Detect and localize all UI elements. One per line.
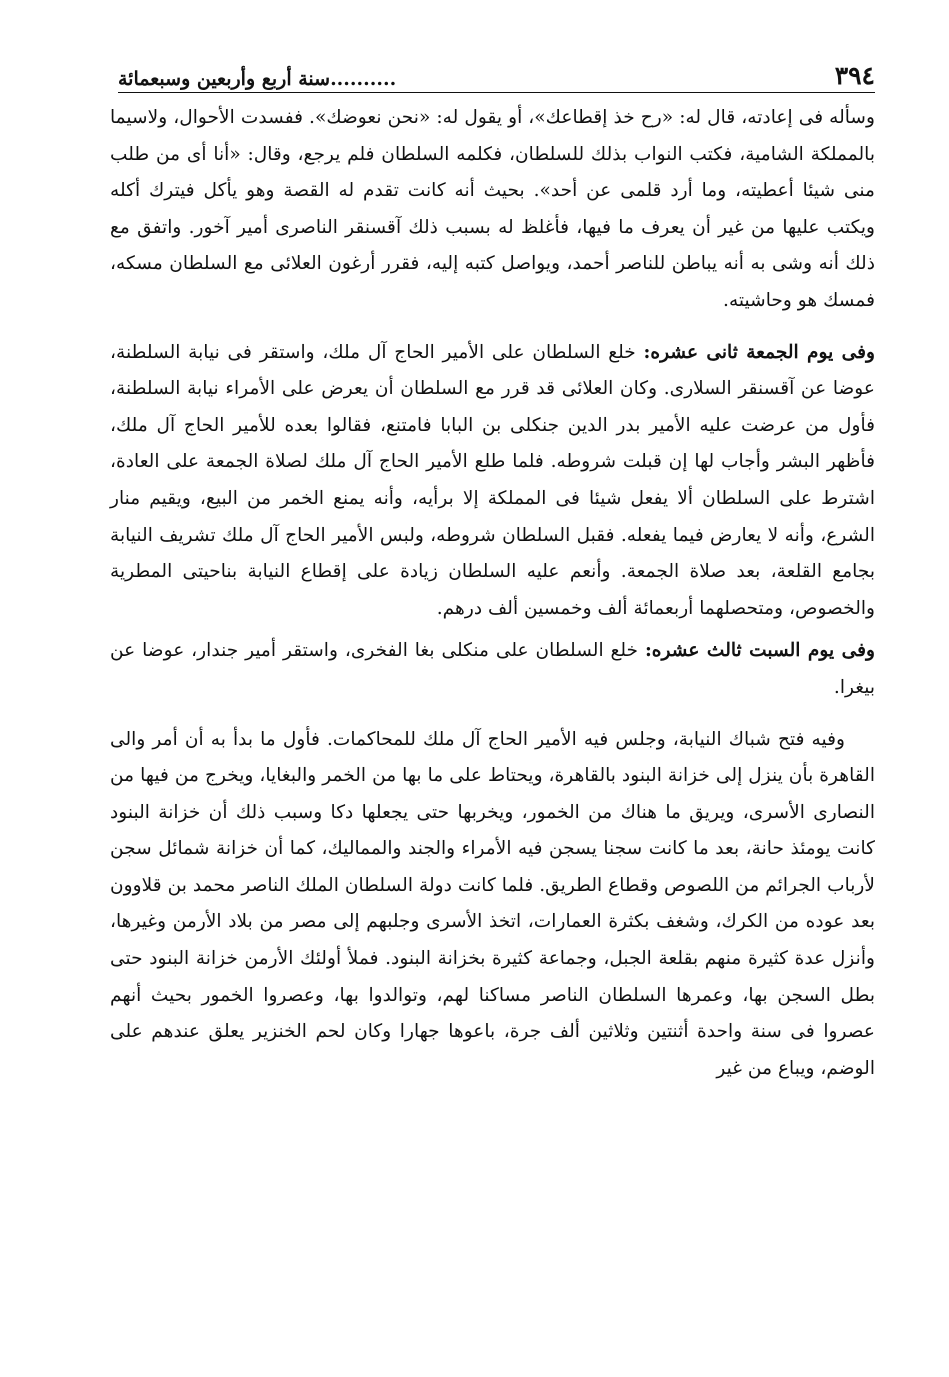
paragraph-text: وفيه فتح شباك النيابة، وجلس فيه الأمير الحاج آل ملك للمحاكمات. فأول ما بدأ به أن أمر والى القاهرة بأن ينزل إلى خزانة البنود بالقاهرة، ويحتاط على ما بها من الخمر والبغايا، ويخرج من فيها من النصارى الأسرى، ويريق ما هناك من الخمور، ويخربها حتى يجعلها دكا وسبب ذلك أن خزانة البنود كانت يومئذ حانة، بعد ما كانت سجنا يسجن فيه الأمراء والجند والمماليك، كما أن خزانة شمائل سجن لأرباب الجرائم من اللصوص وقطاع الطريق. فلما كانت دولة السلطان الملك الناصر محمد بن قلاوون بعد عوده من الكرك، وشغف بكثرة العمارات، اتخذ الأسرى وجلبهم إلى مصر من بلاد الأرمن وغيرها، وأنزل عدة كثيرة منهم بقلعة الجبل، وجماعة كثيرة بخزانة البنود. فملأ أولئك الأرمن خزانة البنود حتى بطل السجن بها، وعمرها السلطان الناصر مساكنا لهم، وتوالدوا بها، وعصروا الخمور بحيث أنهم عصروا فى سنة واحدة أثنتين وثلاثين ألف جرة، باعوها جهارا وكان لحم الخنزير يعلق عندهم على الوضم، ويباع من غير — [110, 728, 875, 1079]
paragraph-text: خلع السلطان على منكلى بغا الفخرى، واستقر أمير جندار، عوضا عن بيغرا. — [110, 640, 875, 698]
body-text — [110, 100, 875, 1087]
paragraph — [110, 335, 875, 628]
paragraph — [110, 633, 875, 706]
paragraph-text: خلع السلطان على الأمير الحاج آل ملك، واستقر فى نيابة السلطنة، عوضا عن آقسنقر السلارى. وكان العلائى قد قرر مع السلطان أن يعرض على الأمراء نيابة السلطنة، فأول من عرضت عليه الأمير بدر الدين جنكلى بن البابا فامتنع، فقالوا بعده للأمير الحاج آل ملك، فأظهر البشر وأجاب لها إن قبلت شروطه. فلما طلع الأمير الحاج آل ملك لصلاة الجمعة على العادة، اشترط على السلطان ألا يفعل شيئا فى المملكة إلا برأيه، وأنه يمنع الخمر من البيع، ويقيم منار الشرع، وأنه لا يعارض فيما يفعله. فقبل السلطان شروطه، ولبس الأمير الحاج آل ملك تشريف النيابة بجامع القلعة، بعد صلاة الجمعة. وأنعم عليه السلطان زيادة على إقطاع النيابة بناحيتى المطرية والخصوص، ومتحصلهما أربعمائة ألف وخمسين ألف درهم. — [110, 341, 875, 619]
paragraph-lead: وفى يوم السبت ثالث عشره: — [644, 640, 875, 662]
paragraph — [110, 722, 875, 1088]
paragraph-lead: وفى يوم الجمعة ثانى عشره: — [643, 341, 875, 363]
page-number: ٣٩٤ — [834, 61, 875, 90]
paragraph — [110, 100, 875, 320]
paragraph-text: وسأله فى إعادته، قال له: «رح خذ إقطاعك»، أو يقول له: «نحن نعوضك». ففسدت الأحوال، ولاسيما بالمملكة الشامية، فكتب النواب بذلك للسلطان، فكلمه السلطان فلم يرجع، وقال: «أنا أى من طلب منى شيئا أعطيته، وما أرد قلمى عن أحد». بحيث أنه كانت تقدم له القصة وهو يأكل فيترك أكله ويكتب عليها من غير أن يعرف ما فيها، فأغلظ له بسبب ذلك آقسنقر الناصرى أمير آخور. واتفق مع ذلك أنه وشى به أنه يباطن للناصر أحمد، ويواصل كتبه إليه، فقرر أرغون العلائى مع السلطان مسكه، فمسك هو وحاشيته. — [110, 107, 875, 311]
running-title-text: سنة أربع وأربعين وسبعمائة — [118, 68, 331, 90]
running-header — [118, 50, 875, 93]
running-title — [118, 68, 396, 90]
leader-dots: .......... — [330, 68, 397, 90]
